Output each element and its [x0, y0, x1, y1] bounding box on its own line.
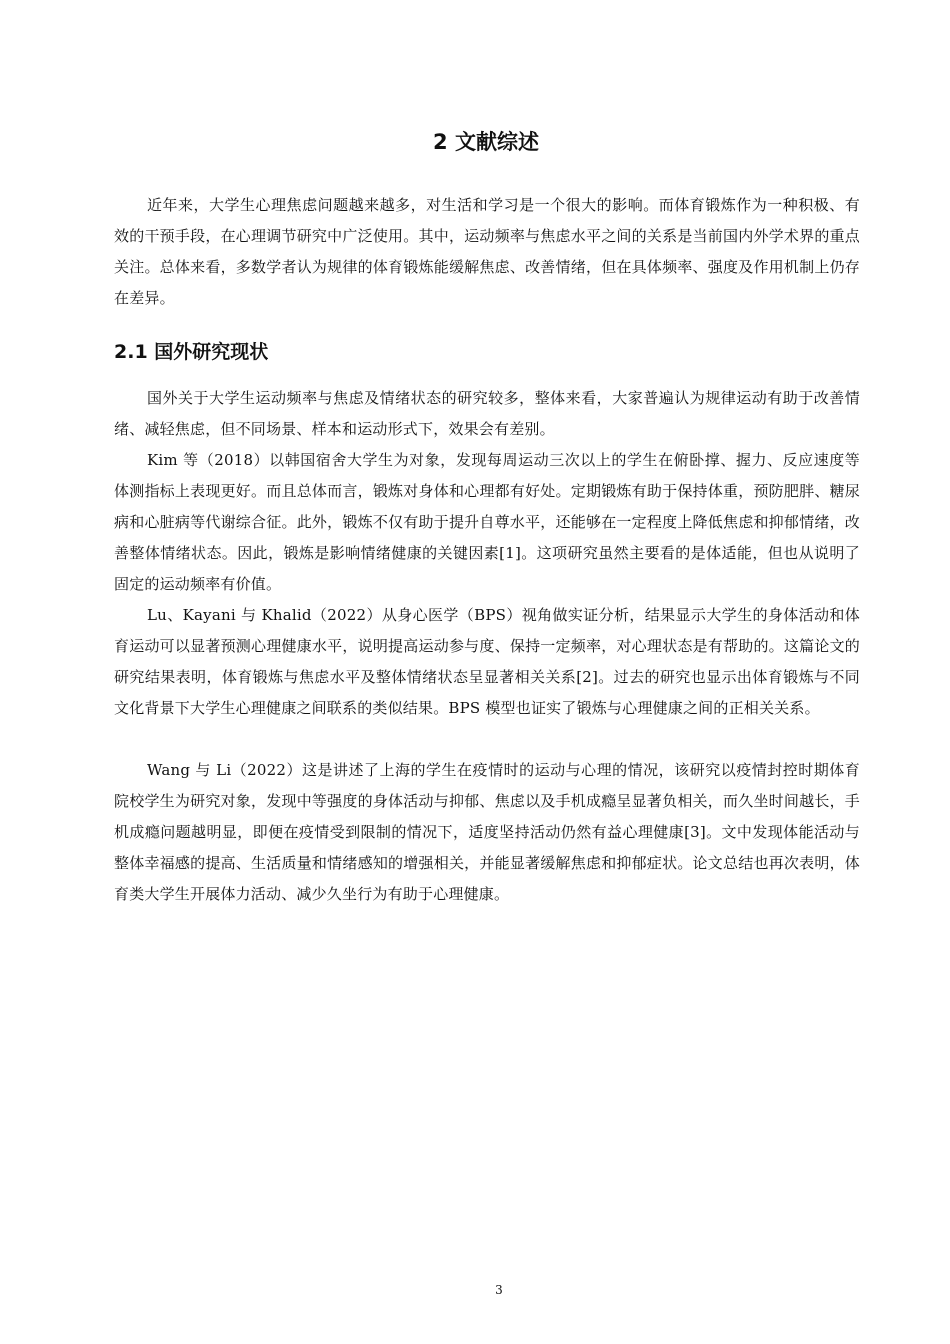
section-paragraph: Lu、Kayani 与 Khalid（2022）从身心医学（BPS）视角做实证分析，结果显示大学生的身体活动和体育运动可以显著预测心理健康水平，说明提高运动参与度、保持一定频率，对心理状态是有帮助的。这篇论文的研究结果表明，体育锻炼与焦虑水平及整体情绪状态呈显著相关关系[2]。过去的研究也显示出体育锻炼与不同文化背景下大学生心理健康之间联系的类似结果。BPS 模型也证实了锻炼与心理健康之间的正相关关系。 [114, 606, 860, 717]
section-title: 2.1 国外研究现状 [114, 341, 269, 363]
section-paragraph: Wang 与 Li（2022）这是讲述了上海的学生在疫情时的运动与心理的情况，该研究以疫情封控时期体育院校学生为研究对象，发现中等强度的身体活动与抑郁、焦虑以及手机成瘾呈显著负相关，而久坐时间越长，手机成瘾问题越明显，即便在疫情受到限制的情况下，适度坚持活动仍然有益心理健康[3]。文中发现体能活动与整体幸福感的提高、生活质量和情绪感知的增强相关，并能显著缓解焦虑和抑郁症状。论文总结也再次表明，体育类大学生开展体力活动、减少久坐行为有助于心理健康。 [114, 761, 860, 903]
chapter-title: 2 文献综述 [433, 130, 539, 154]
chapter-intro-paragraph: 近年来，大学生心理焦虑问题越来越多，对生活和学习是一个很大的影响。而体育锻炼作为一种积极、有效的干预手段，在心理调节研究中广泛使用。其中，运动频率与焦虑水平之间的关系是当前国内外学术界的重点关注。总体来看，多数学者认为规律的体育锻炼能缓解焦虑、改善情绪，但在具体频率、强度及作用机制上仍存在差异。 [114, 196, 860, 307]
page-number: 3 [495, 1283, 503, 1297]
section-paragraph: Kim 等（2018）以韩国宿舍大学生为对象，发现每周运动三次以上的学生在俯卧撑、握力、反应速度等体测指标上表现更好。而且总体而言，锻炼对身体和心理都有好处。定期锻炼有助于保持体重，预防肥胖、糖尿病和心脏病等代谢综合征。此外，锻炼不仅有助于提升自尊水平，还能够在一定程度上降低焦虑和抑郁情绪，改善整体情绪状态。因此，锻炼是影响情绪健康的关键因素[1]。这项研究虽然主要看的是体适能，但也从说明了固定的运动频率有价值。 [114, 451, 860, 593]
section-paragraph: 国外关于大学生运动频率与焦虑及情绪状态的研究较多，整体来看，大家普遍认为规律运动有助于改善情绪、减轻焦虑，但不同场景、样本和运动形式下，效果会有差别。 [114, 389, 860, 438]
